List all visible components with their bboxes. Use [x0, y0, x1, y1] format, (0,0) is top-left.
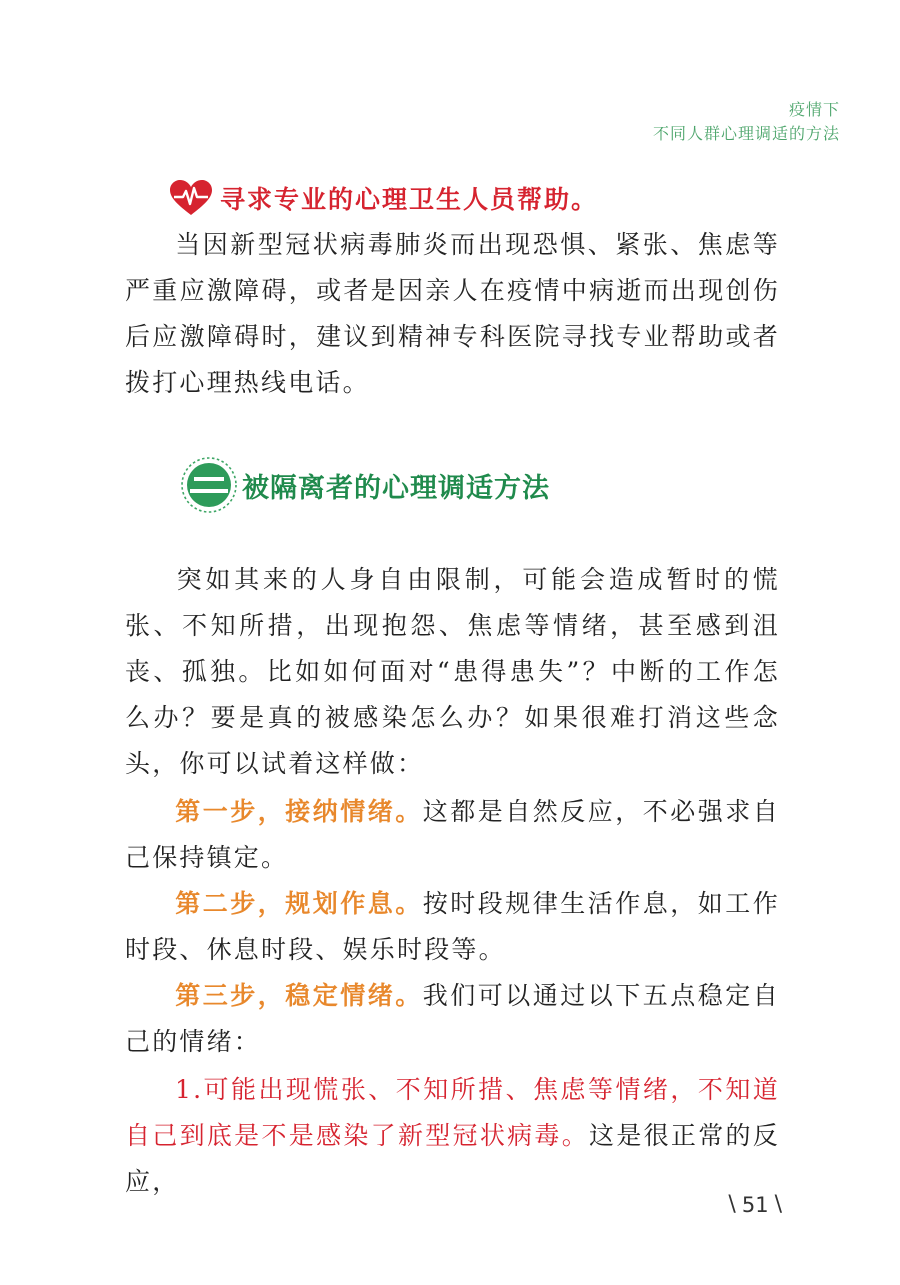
step-one-text: 这都是自然反应，不必强求自己保持镇定。 [125, 797, 780, 872]
running-header-line1: 疫情下 [788, 100, 840, 119]
heart-pulse-icon [168, 179, 214, 217]
page-number-right-slash: \ [774, 1192, 782, 1217]
running-header-line2: 不同人群心理调适的方法 [652, 124, 840, 143]
point-one [125, 1067, 780, 1205]
point-one-label: 1.可能出现慌张、不知所措、焦虑等情绪，不知道自己到底是不是感染了新型冠状病毒。 [125, 1075, 780, 1150]
paragraph-professional-help: 当因新型冠状病毒肺炎而出现恐惧、紧张、焦虑等严重应激障碍，或者是因亲人在疫情中病逝而出现创伤后应激障碍时，建议到精神专科医院寻找专业帮助或者拨打心理热线电话。 [125, 230, 780, 397]
section-title: 被隔离者的心理调适方法 [242, 472, 550, 504]
section-number-badge [180, 456, 238, 514]
step-three-text: 我们可以通过以下五点稳定自己的情绪： [125, 981, 780, 1056]
step-three-label: 第三步，稳定情绪。 [175, 981, 423, 1010]
tip-title: 寻求专业的心理卫生人员帮助。 [220, 185, 599, 214]
running-header [653, 98, 840, 146]
page-number [728, 1192, 782, 1217]
step-three [125, 973, 780, 1065]
tip-heading [168, 178, 598, 218]
step-one-label: 第一步，接纳情绪。 [175, 797, 423, 826]
step-two-label: 第二步，规划作息。 [175, 889, 423, 918]
step-two-text: 按时段规律生活作息，如工作时段、休息时段、娱乐时段等。 [125, 889, 780, 964]
point-one-text: 这是很正常的反应， [125, 1121, 781, 1196]
page-number-value: 51 [741, 1192, 769, 1217]
page-number-left-slash: \ [728, 1192, 736, 1217]
step-one [125, 789, 780, 881]
paragraph-isolation-intro: 突如其来的人身自由限制，可能会造成暂时的慌张、不知所措，出现抱怨、焦虑等情绪，甚至感到沮丧、孤独。比如如何面对“患得患失”？中断的工作怎么办？要是真的被感染怎么办？如果很难打消这些念头，你可以试着这样做： [125, 565, 780, 778]
section-heading [180, 457, 550, 513]
step-two [125, 881, 780, 973]
